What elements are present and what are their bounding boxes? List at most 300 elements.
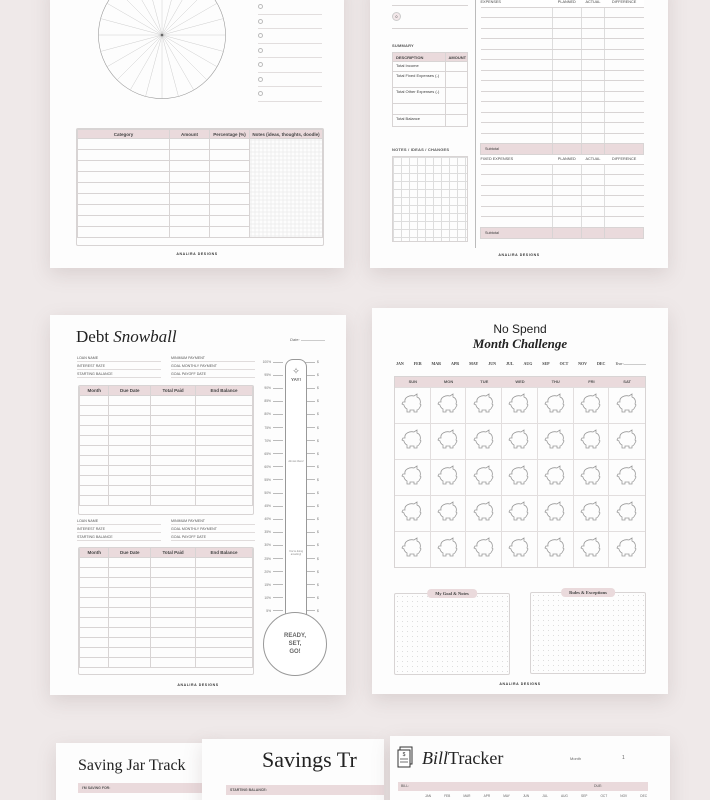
table-cell[interactable] [553,217,582,228]
table-cell[interactable] [481,49,553,60]
month-option-nov[interactable]: NOV [578,361,588,366]
table-cell[interactable] [481,39,553,50]
checklist-item[interactable] [258,87,322,102]
table-cell[interactable] [151,627,196,637]
table-cell[interactable] [80,405,109,415]
tick-amount-field[interactable]: $ [317,399,319,404]
table-cell[interactable] [80,445,109,455]
table-cell[interactable] [78,161,170,172]
table-cell[interactable] [109,567,151,577]
calendar-day-cell[interactable] [574,459,610,495]
table-cell[interactable] [196,577,253,587]
table-cell[interactable] [78,216,170,227]
goal-monthly-payment-field[interactable]: GOAL MONTHLY PAYMENT [171,527,255,533]
table-cell[interactable] [170,227,210,238]
calendar-day-cell[interactable] [609,459,645,495]
calendar-day-cell[interactable] [395,495,431,531]
table-cell[interactable] [553,196,582,207]
table-cell[interactable] [605,60,644,71]
table-cell[interactable] [196,495,253,505]
table-cell[interactable] [78,205,170,216]
checkbox-circle-icon[interactable] [258,19,263,24]
table-cell[interactable] [605,49,644,60]
table-cell[interactable] [109,395,151,405]
table-cell[interactable] [605,133,644,144]
calendar-day-cell[interactable] [431,459,467,495]
table-cell[interactable] [170,194,210,205]
table-cell[interactable] [80,657,109,667]
table-cell[interactable] [553,102,582,113]
table-cell[interactable] [170,183,210,194]
calendar-day-cell[interactable] [431,495,467,531]
calendar-day-cell[interactable] [431,387,467,423]
table-cell[interactable] [151,567,196,577]
table-cell[interactable] [581,70,605,81]
calendar-day-cell[interactable] [538,387,574,423]
table-cell[interactable] [109,597,151,607]
table-cell[interactable] [196,587,253,597]
calendar-day-cell[interactable] [431,531,467,567]
table-cell[interactable] [581,102,605,113]
table-cell[interactable] [581,206,605,217]
tick-amount-field[interactable]: $ [317,425,319,430]
tick-amount-field[interactable]: $ [317,373,319,378]
table-cell[interactable] [170,139,210,150]
table-cell[interactable] [196,465,253,475]
table-cell[interactable] [196,637,253,647]
table-cell[interactable] [605,91,644,102]
checklist-item[interactable] [258,58,322,73]
table-cell[interactable] [581,28,605,39]
loan-name-field[interactable]: LOAN NAME [77,519,161,525]
table-cell[interactable] [210,172,250,183]
calendar-day-cell[interactable] [466,531,502,567]
table-cell[interactable] [605,164,644,175]
table-cell[interactable] [481,7,553,18]
table-cell[interactable] [196,475,253,485]
table-cell[interactable] [210,194,250,205]
table-cell[interactable] [80,607,109,617]
table-cell[interactable] [151,425,196,435]
table-cell[interactable] [109,657,151,667]
table-cell[interactable] [481,164,553,175]
calendar-day-cell[interactable] [431,423,467,459]
table-cell[interactable] [109,617,151,627]
checklist-item[interactable] [258,73,322,88]
table-cell[interactable] [605,123,644,134]
tick-amount-field[interactable]: $ [317,451,319,456]
table-cell[interactable] [151,637,196,647]
calendar-day-cell[interactable] [574,495,610,531]
month-option-oct[interactable]: OCT [559,361,569,366]
checkbox-circle-icon[interactable] [258,91,263,96]
table-cell[interactable] [151,445,196,455]
table-cell[interactable] [196,607,253,617]
table-cell[interactable] [109,637,151,647]
table-cell[interactable] [196,435,253,445]
table-cell[interactable] [581,175,605,186]
table-cell[interactable] [109,607,151,617]
table-cell[interactable] [581,123,605,134]
date-field[interactable]: Date: [290,337,325,342]
table-cell[interactable] [553,18,582,29]
month-option-apr[interactable]: APR [450,361,460,366]
table-cell[interactable] [553,164,582,175]
table-cell[interactable] [196,425,253,435]
table-cell[interactable] [80,577,109,587]
table-cell[interactable] [553,175,582,186]
table-cell[interactable] [553,60,582,71]
tick-amount-field[interactable]: $ [317,569,319,574]
table-cell[interactable] [80,455,109,465]
table-cell[interactable] [581,39,605,50]
table-cell[interactable] [78,227,170,238]
table-cell[interactable] [481,70,553,81]
table-cell[interactable] [581,7,605,18]
table-cell[interactable] [109,445,151,455]
table-cell[interactable] [170,216,210,227]
table-cell[interactable] [581,18,605,29]
no-spend-page [372,308,668,694]
table-cell[interactable] [78,150,170,161]
table-cell[interactable] [78,194,170,205]
table-cell[interactable] [581,49,605,60]
calendar-day-cell[interactable] [574,387,610,423]
table-cell[interactable] [553,91,582,102]
table-cell[interactable] [605,81,644,92]
calendar-day-cell[interactable] [609,531,645,567]
table-cell[interactable] [605,175,644,186]
table-cell[interactable] [481,112,553,123]
table-cell[interactable] [80,597,109,607]
table-cell[interactable] [210,205,250,216]
month-option-jan[interactable]: JAN [396,361,404,366]
table-cell[interactable] [151,475,196,485]
table-cell[interactable] [581,185,605,196]
calendar-day-cell[interactable] [538,459,574,495]
table-cell[interactable] [553,123,582,134]
table-cell[interactable] [151,647,196,657]
subtotal-cell[interactable] [605,144,644,155]
loan-name-field[interactable]: LOAN NAME [77,356,161,362]
table-cell[interactable] [553,7,582,18]
table-cell[interactable] [109,435,151,445]
table-cell[interactable] [210,139,250,150]
table-cell[interactable] [109,405,151,415]
table-cell[interactable] [80,475,109,485]
table-cell[interactable] [80,647,109,657]
tick-amount-field[interactable]: $ [317,386,319,391]
calendar-day-cell[interactable] [609,423,645,459]
table-cell[interactable] [196,657,253,667]
table-cell[interactable] [581,91,605,102]
bill-month-jul: JUL [542,794,548,798]
tick-amount-field[interactable]: $ [317,530,319,535]
table-cell[interactable] [196,567,253,577]
table-cell[interactable] [605,102,644,113]
checkbox-circle-icon[interactable] [258,77,263,82]
calendar-day-cell[interactable] [609,387,645,423]
page-title: Savings Tr [262,747,357,772]
table-cell[interactable] [605,39,644,50]
table-cell[interactable] [170,172,210,183]
goal-payoff-date-field[interactable]: GOAL PAYOFF DATE [171,372,255,378]
year-field[interactable] [615,361,646,366]
table-cell[interactable] [151,395,196,405]
tick-amount-field[interactable]: $ [317,517,319,522]
month-option-sep[interactable]: SEP [542,361,550,366]
table-cell[interactable] [605,70,644,81]
calendar-day-cell[interactable] [395,531,431,567]
table-cell[interactable] [80,495,109,505]
table-cell[interactable] [80,587,109,597]
table-cell[interactable] [581,196,605,207]
table-cell[interactable] [196,455,253,465]
month-option-mar[interactable]: MAR [431,361,441,366]
table-cell[interactable] [151,607,196,617]
starting-balance-field[interactable]: STARTING BALANCE [77,372,161,378]
table-cell[interactable] [553,133,582,144]
table-cell[interactable] [80,435,109,445]
table-cell[interactable] [481,133,553,144]
table-cell[interactable] [109,475,151,485]
table-cell[interactable] [80,465,109,475]
month-option-jun[interactable]: JUN [488,361,497,366]
tick-amount-field[interactable]: $ [317,556,319,561]
table-cell[interactable] [196,395,253,405]
table-cell[interactable] [80,637,109,647]
table-cell[interactable] [151,435,196,445]
tick-amount-field[interactable]: $ [317,438,319,443]
table-cell[interactable] [605,206,644,217]
table-cell[interactable] [151,405,196,415]
table-cell[interactable] [109,557,151,567]
table-cell[interactable] [553,49,582,60]
table-cell[interactable] [481,175,553,186]
rules-box[interactable] [530,592,646,674]
tick-amount-field[interactable]: $ [317,543,319,548]
table-cell[interactable] [553,28,582,39]
table-cell[interactable] [151,465,196,475]
calendar-day-cell[interactable] [574,423,610,459]
goal-monthly-payment-field[interactable]: GOAL MONTHLY PAYMENT [171,364,255,370]
table-cell[interactable] [553,81,582,92]
table-cell[interactable] [481,81,553,92]
table-cell[interactable] [151,597,196,607]
subtotal-cell[interactable] [553,227,582,238]
table-cell[interactable] [196,597,253,607]
tick-amount-field[interactable]: $ [317,595,319,600]
tick-amount-field[interactable]: $ [317,360,319,364]
table-cell[interactable] [481,217,553,228]
table-cell[interactable] [151,495,196,505]
table-cell[interactable] [170,150,210,161]
month-value[interactable]: 1 [622,755,625,761]
table-cell[interactable] [78,183,170,194]
table-cell[interactable] [151,455,196,465]
calendar-day-cell[interactable] [466,423,502,459]
table-cell[interactable] [170,205,210,216]
calendar-day-cell[interactable] [395,387,431,423]
month-option-may[interactable]: MAY [469,361,479,366]
subtotal-cell[interactable] [553,144,582,155]
table-cell[interactable] [210,161,250,172]
calendar-day-cell[interactable] [538,531,574,567]
table-cell[interactable] [196,485,253,495]
table-cell[interactable] [481,91,553,102]
table-cell[interactable] [109,455,151,465]
checkbox-circle-icon[interactable] [258,62,263,67]
tick-amount-field[interactable]: $ [317,477,319,482]
table-cell[interactable] [80,425,109,435]
table-cell[interactable] [581,112,605,123]
goal-payoff-date-field[interactable]: GOAL PAYOFF DATE [171,535,255,541]
tick-amount-field[interactable]: $ [317,412,319,417]
table-cell[interactable] [481,60,553,71]
minimum-payment-field[interactable]: MINIMUM PAYMENT [171,356,255,362]
table-cell[interactable] [151,557,196,567]
table-cell[interactable] [481,206,553,217]
calendar-day-cell[interactable] [466,495,502,531]
subtotal-cell[interactable] [581,144,605,155]
table-cell[interactable] [481,18,553,29]
table-cell[interactable] [605,217,644,228]
minimum-payment-field[interactable]: MINIMUM PAYMENT [171,519,255,525]
calendar-day-cell[interactable] [502,531,538,567]
calendar-day-cell[interactable] [395,423,431,459]
checklist-item[interactable] [258,15,322,30]
table-cell[interactable] [605,185,644,196]
table-cell[interactable] [553,70,582,81]
title-italic: Bill [422,748,448,768]
table-cell[interactable] [109,485,151,495]
goal-notes-box[interactable] [394,593,510,675]
table-cell[interactable] [196,415,253,425]
calendar-day-cell[interactable] [574,531,610,567]
table-cell[interactable] [196,647,253,657]
table-cell[interactable] [80,485,109,495]
table-cell[interactable] [481,28,553,39]
table-cell[interactable] [151,587,196,597]
calendar-day-cell[interactable] [466,459,502,495]
checkbox-circle-icon[interactable] [258,48,263,53]
table-cell[interactable] [581,60,605,71]
table-cell[interactable] [151,577,196,587]
table-cell[interactable] [581,81,605,92]
checklist-item[interactable] [258,44,322,59]
month-option-feb[interactable]: FEB [413,361,422,366]
table-cell[interactable] [605,28,644,39]
table-cell[interactable] [605,7,644,18]
table-cell[interactable] [581,133,605,144]
table-cell[interactable] [109,577,151,587]
table-cell[interactable] [481,196,553,207]
table-cell[interactable] [605,112,644,123]
table-cell[interactable] [210,216,250,227]
table-cell[interactable] [481,185,553,196]
calendar-day-cell[interactable] [502,387,538,423]
tick-amount-field[interactable]: $ [317,582,319,587]
table-cell[interactable] [553,39,582,50]
tick-amount-field[interactable]: $ [317,491,319,495]
table-cell[interactable] [151,657,196,667]
table-cell[interactable] [80,627,109,637]
table-cell[interactable] [605,18,644,29]
interest-rate-field[interactable]: INTEREST RATE [77,364,161,370]
starting-balance-field[interactable]: STARTING BALANCE [77,535,161,541]
table-cell[interactable] [151,617,196,627]
table-cell[interactable] [210,183,250,194]
checkbox-circle-icon[interactable] [258,33,263,38]
table-cell[interactable] [553,112,582,123]
table-cell[interactable] [210,227,250,238]
table-cell[interactable] [196,445,253,455]
tick-amount-field[interactable]: $ [317,504,319,509]
table-cell[interactable] [151,485,196,495]
tick-amount-field[interactable]: $ [317,464,319,469]
table-cell[interactable] [109,627,151,637]
calendar-day-cell[interactable] [502,495,538,531]
table-cell[interactable] [109,495,151,505]
month-option-dec[interactable]: DEC [597,361,606,366]
calendar-day-cell[interactable] [395,459,431,495]
table-cell[interactable] [80,395,109,405]
calendar-day-cell[interactable] [502,459,538,495]
tick-amount-field[interactable]: $ [317,608,319,613]
table-cell[interactable] [109,425,151,435]
table-cell[interactable] [78,139,170,150]
subtotal-cell[interactable] [605,227,644,238]
month-option-jul[interactable]: JUL [505,361,514,366]
table-cell[interactable] [80,567,109,577]
table-cell[interactable] [80,415,109,425]
table-cell[interactable] [481,102,553,113]
table-cell[interactable] [196,617,253,627]
table-cell[interactable] [210,150,250,161]
table-cell[interactable] [151,415,196,425]
table-cell[interactable] [196,557,253,567]
table-cell[interactable] [109,647,151,657]
interest-rate-field[interactable]: INTEREST RATE [77,527,161,533]
calendar-day-cell[interactable] [466,387,502,423]
calendar-day-cell[interactable] [502,423,538,459]
table-cell[interactable] [196,627,253,637]
subtotal-cell[interactable] [581,227,605,238]
checkbox-circle-icon[interactable] [258,4,263,9]
table-cell[interactable] [80,617,109,627]
table-cell[interactable] [109,415,151,425]
table-cell[interactable] [170,161,210,172]
calendar-day-cell[interactable] [538,423,574,459]
table-cell[interactable] [581,164,605,175]
table-cell[interactable] [605,196,644,207]
table-cell[interactable] [80,557,109,567]
calendar-day-cell[interactable] [609,495,645,531]
checklist-item[interactable] [258,0,322,15]
table-cell[interactable] [78,172,170,183]
table-cell[interactable] [553,185,582,196]
table-cell[interactable] [481,123,553,134]
table-cell[interactable] [553,206,582,217]
calendar-day-cell[interactable] [538,495,574,531]
checklist-item[interactable] [258,29,322,44]
table-cell[interactable] [196,405,253,415]
table-cell[interactable] [109,587,151,597]
table-cell[interactable] [581,217,605,228]
month-option-aug[interactable]: AUG [523,361,533,366]
table-cell[interactable] [109,465,151,475]
notes-grid[interactable] [250,139,323,238]
